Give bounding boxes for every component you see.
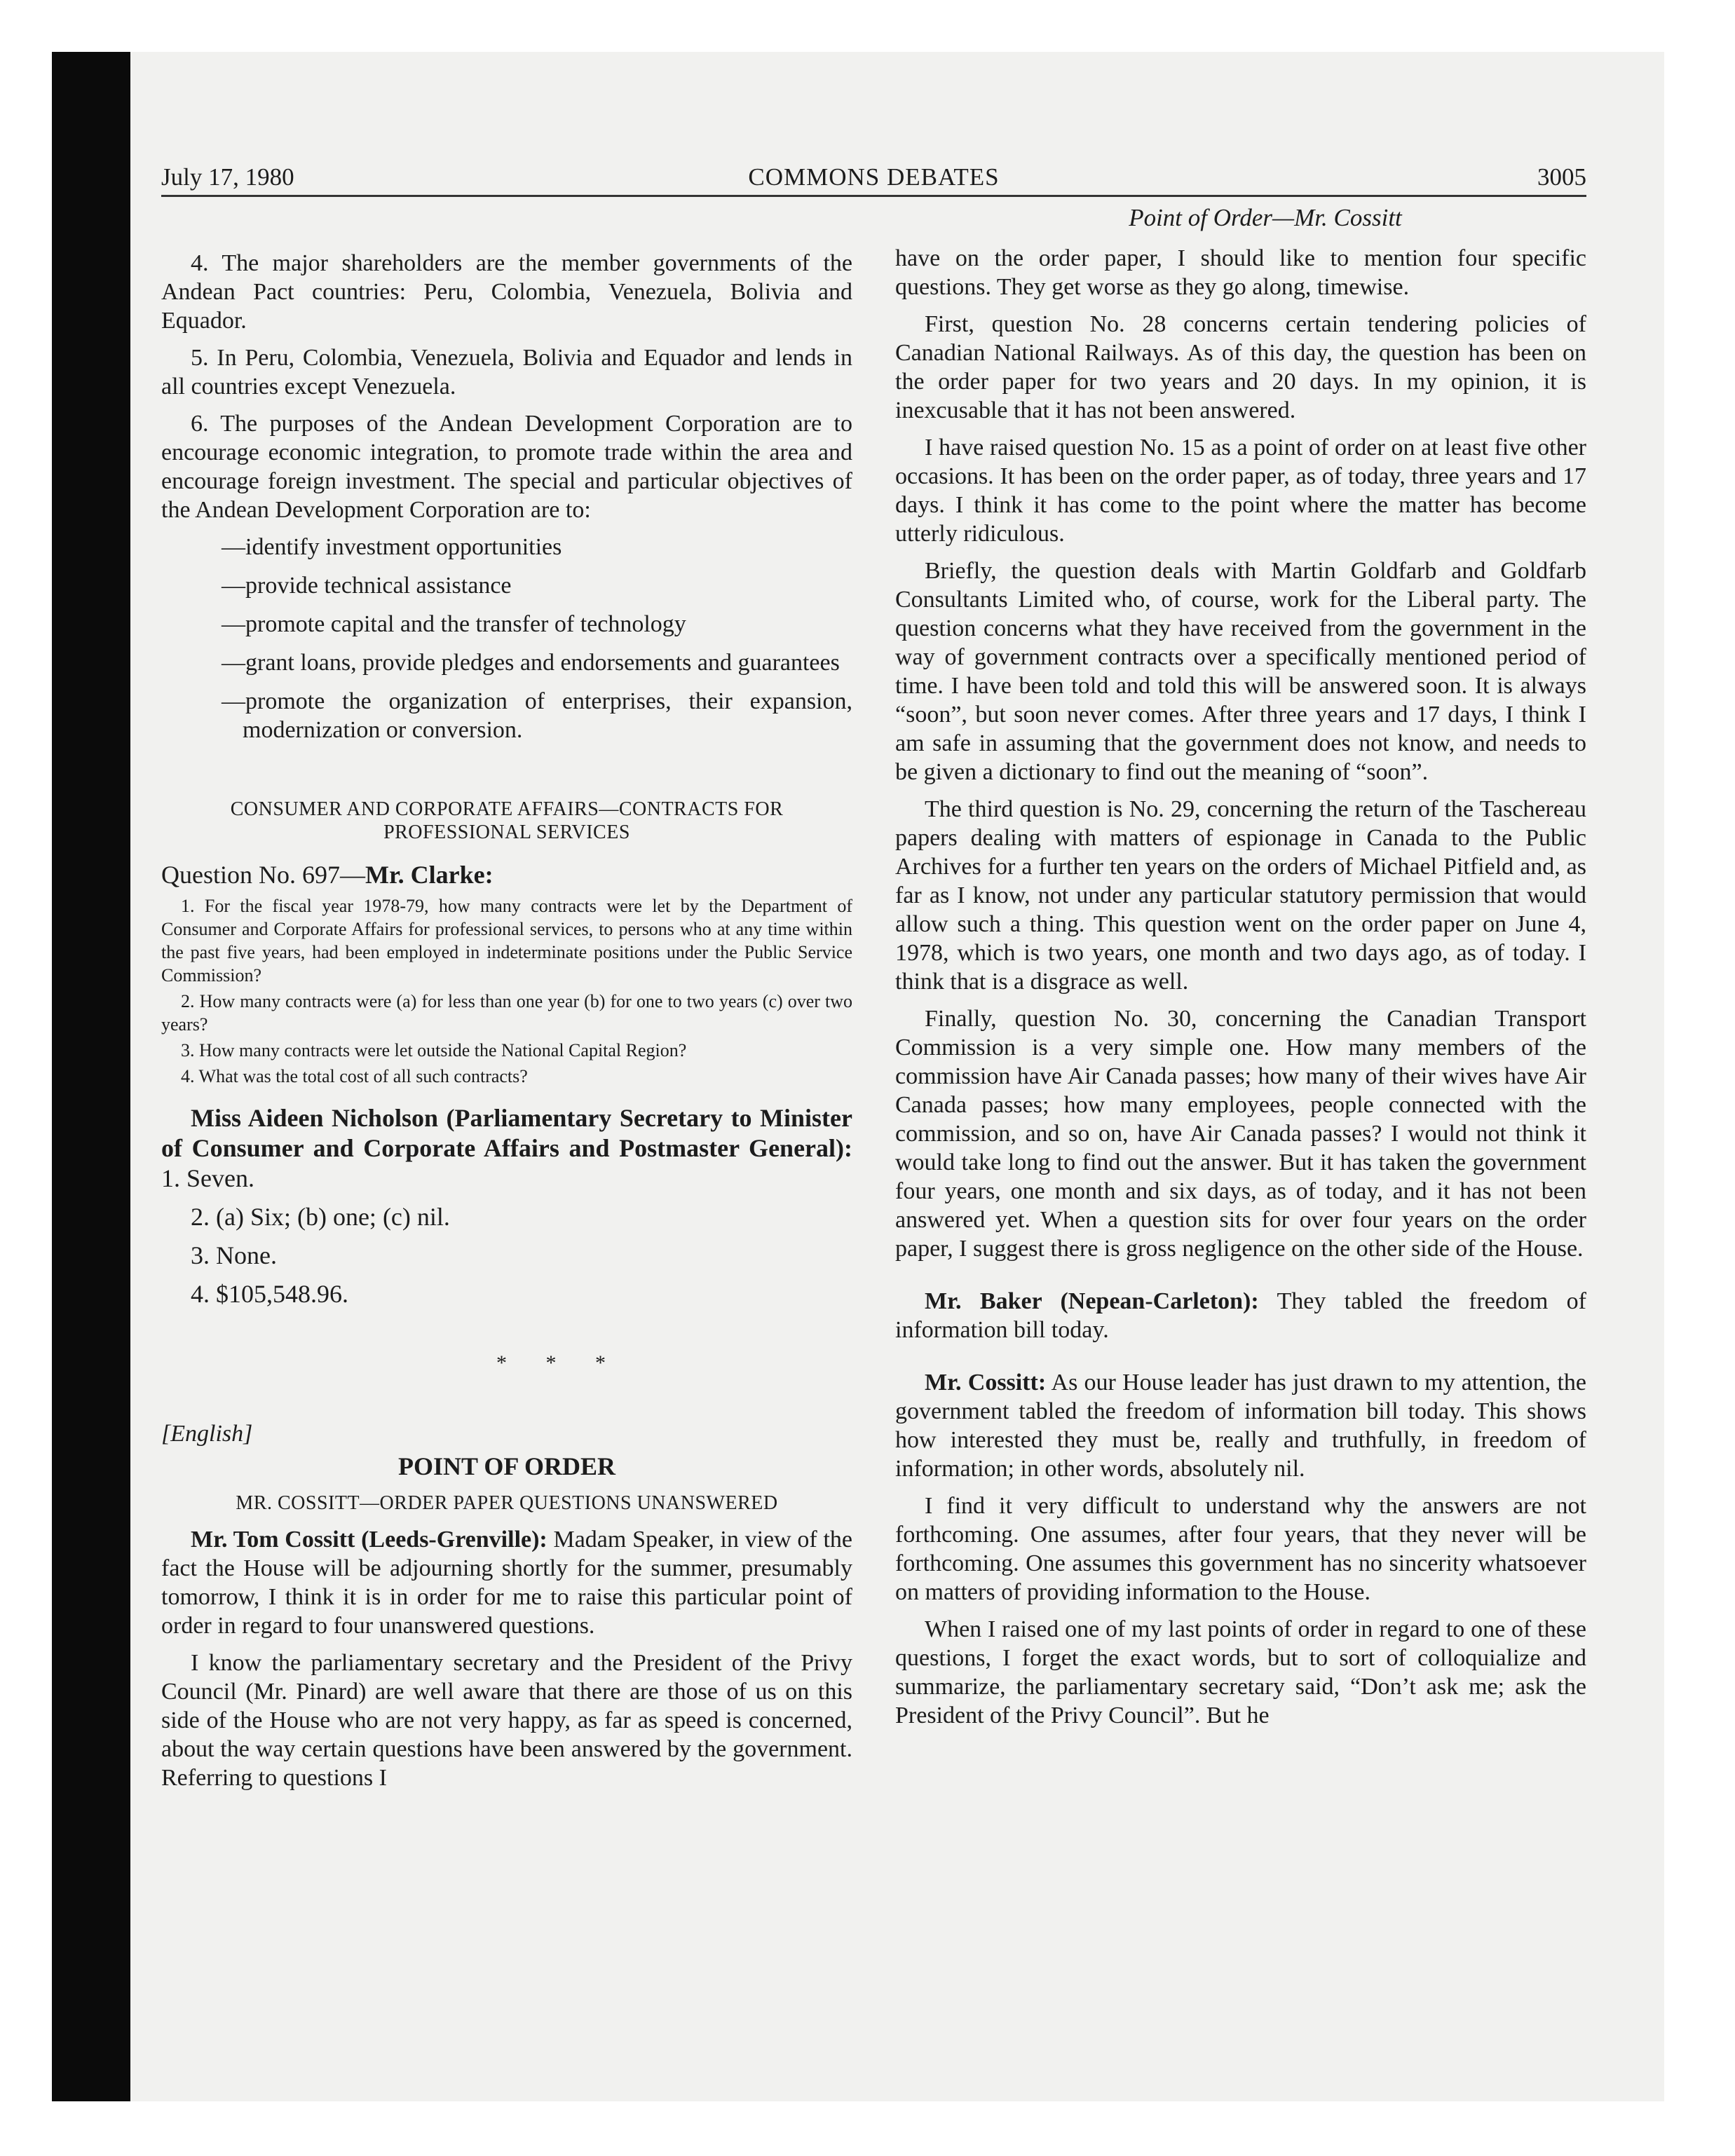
speaker-name: Mr. Baker (Nepean-Carleton):: [925, 1288, 1259, 1314]
question-heading: [161, 859, 852, 890]
right-column: [895, 203, 1586, 1738]
header-title: COMMONS DEBATES: [748, 163, 1000, 191]
page-header: [161, 160, 1586, 197]
speech-text: Madam Speaker, in view of the fact the House will be adjourning shortly for the summer, presumably tomorrow, I think it is in order for me to raise this particular point of order in regard to four unanswered questions.: [161, 1527, 853, 1639]
speech-paragraph: [895, 1287, 1586, 1344]
language-note: [English]: [161, 1421, 253, 1447]
answer-block: [161, 1103, 852, 1194]
point-of-order-subtitle: MR. COSSITT—ORDER PAPER QUESTIONS UNANSWERED: [236, 1492, 778, 1514]
answer-first: 1. Seven.: [161, 1164, 254, 1192]
speech-text: As our House leader has just drawn to my attention, the government tabled the freedom of information bill today. This shows how interested they must be, really and truthfully, in freedom of information; in other words, absolutely nil.: [895, 1370, 1586, 1482]
question-number: Question No. 697—: [161, 861, 365, 889]
speech-text: They tabled the freedom of information bill today.: [895, 1288, 1586, 1343]
running-head: Point of Order—Mr. Cossitt: [1129, 204, 1402, 231]
paragraph: I have raised question No. 15 as a point of order on at least five other occasions. It has been on the order paper, as of today, three years and 17 days. I think it has come to the point where the matter has become utterly ridiculous.: [895, 435, 1586, 547]
paragraph: Briefly, the question deals with Martin Goldfarb and Goldfarb Consultants Limited who, of course, work for the Liberal party. The question concerns what they have received from the government in the way of government contracts over a specifically mentioned period of time. I have been told and told this will be answered soon. It is always “soon”, but soon never comes. After three years and 17 days, I think I am safe in assuming that the government does not know, and needs to be given a dictionary to find out the meaning of “soon”.: [895, 558, 1586, 785]
question-member: Mr. Clarke:: [365, 861, 494, 889]
speech-paragraph: I know the parliamentary secretary and the President of the Privy Council (Mr. Pinard) are well aware that there are those of us on this side of the House who are not very happy, as far as speed is concerned, about the way certain questions have been answered by the government. Referring to questions I: [161, 1650, 852, 1791]
speech-paragraph: [895, 1368, 1586, 1483]
paragraph: I find it very difficult to understand why the answers are not forthcoming. One assumes, after four years, that they never will be forthcoming. One assumes this government has no sincerity whatsoever on matters of providing information to the House.: [895, 1493, 1586, 1605]
list-item: —identify investment opportunities: [222, 534, 562, 560]
question-item: 1. For the fiscal year 1978-79, how many contracts were let by the Department of Consumer and Corporate Affairs for professional services, to persons who at any time within the past five years, had been employed in indeterminate positions under the Public Service Commission?: [161, 896, 852, 985]
paragraph: Finally, question No. 30, concerning the Canadian Transport Commission is a very simple one. How many members of the commission have Air Canada passes; how many of their wives have Air Canada passes; how many employees, people connected with the commission, and so on, have Air Canada passes? I would not think it would take long to find out the answer. But it has taken the government four years, one month and six days, as of today, and it has not been answered yet. When a question sits for over four years on the order paper, I suggest there is gross negligence on the other side of the House.: [895, 1006, 1586, 1262]
paragraph: have on the order paper, I should like to mention four specific questions. They get worse as they go along, timewise.: [895, 245, 1586, 300]
question-item: 2. How many contracts were (a) for less than one year (b) for one to two years (c) over two years?: [161, 991, 852, 1035]
speaker-name: Mr. Tom Cossitt (Leeds-Grenville):: [191, 1527, 547, 1553]
section-separator: * * *: [496, 1351, 622, 1374]
speech-paragraph: [161, 1525, 852, 1640]
left-column: [161, 249, 852, 1801]
answer-item: 3. None.: [191, 1241, 277, 1269]
binding-shadow: [52, 52, 130, 2101]
speaker-name: Mr. Cossitt:: [925, 1370, 1047, 1396]
list-item: —promote capital and the transfer of technology: [222, 611, 686, 637]
answer-item: 4. $105,548.96.: [191, 1280, 348, 1308]
list-item: —provide technical assistance: [222, 573, 512, 599]
list-item: —promote the organization of enterprises, their expansion, modernization or conversion.: [222, 688, 852, 743]
paragraph: 6. The purposes of the Andean Development Corporation are to encourage economic integration, to promote trade within the area and encourage foreign investment. The special and particular objectives of the Andean Development Corporation are to:: [161, 411, 852, 523]
list-item: —grant loans, provide pledges and endorsements and guarantees: [222, 650, 840, 676]
paragraph: 4. The major shareholders are the member governments of the Andean Pact countries: Peru, Colombia, Venezuela, Bolivia and Equador.: [161, 250, 852, 334]
point-of-order-title: POINT OF ORDER: [397, 1452, 616, 1480]
paragraph: The third question is No. 29, concerning the return of the Taschereau papers dealing with matters of espionage in Canada to the Public Archives for a further ten years on the orders of Michael Pitfield and, as far as I know, not under any particular statutory permission that would allow such a thing. This question went on the order paper on June 4, 1978, which is two years, one month and two days ago, as of today. I think that is a disgrace as well.: [895, 796, 1586, 995]
paragraph: 5. In Peru, Colombia, Venezuela, Bolivia and Equador and lends in all countries except Venezuela.: [161, 345, 852, 400]
page-number: 3005: [1537, 163, 1586, 191]
objectives-list: [161, 533, 852, 744]
paragraph: First, question No. 28 concerns certain tendering policies of Canadian National Railways. As of this day, the question has been on the order paper for two years and 20 days. In my opinion, it is inexcusable that it has not been answered.: [895, 311, 1586, 423]
question-item: 4. What was the total cost of all such contracts?: [181, 1066, 528, 1086]
section-heading: CONSUMER AND CORPORATE AFFAIRS—CONTRACTS FOR PROFESSIONAL SERVICES: [230, 798, 784, 843]
answer-item: 2. (a) Six; (b) one; (c) nil.: [191, 1203, 450, 1231]
answer-list: [161, 1202, 852, 1309]
question-items: [161, 894, 852, 1088]
paragraph: When I raised one of my last points of order in regard to one of these questions, I forget the exact words, but to sort of colloquialize and summarize, the parliamentary secretary said, “Don’t ask me; ask the President of the Privy Council”. But he: [895, 1616, 1586, 1728]
answer-intro: [161, 1103, 852, 1194]
answer-speaker: Miss Aideen Nicholson (Parliamentary Secretary to Minister of Consumer and Corporate Affairs and Postmaster General):: [161, 1104, 852, 1162]
header-date: July 17, 1980: [161, 163, 294, 191]
question-item: 3. How many contracts were let outside the National Capital Region?: [181, 1040, 687, 1060]
